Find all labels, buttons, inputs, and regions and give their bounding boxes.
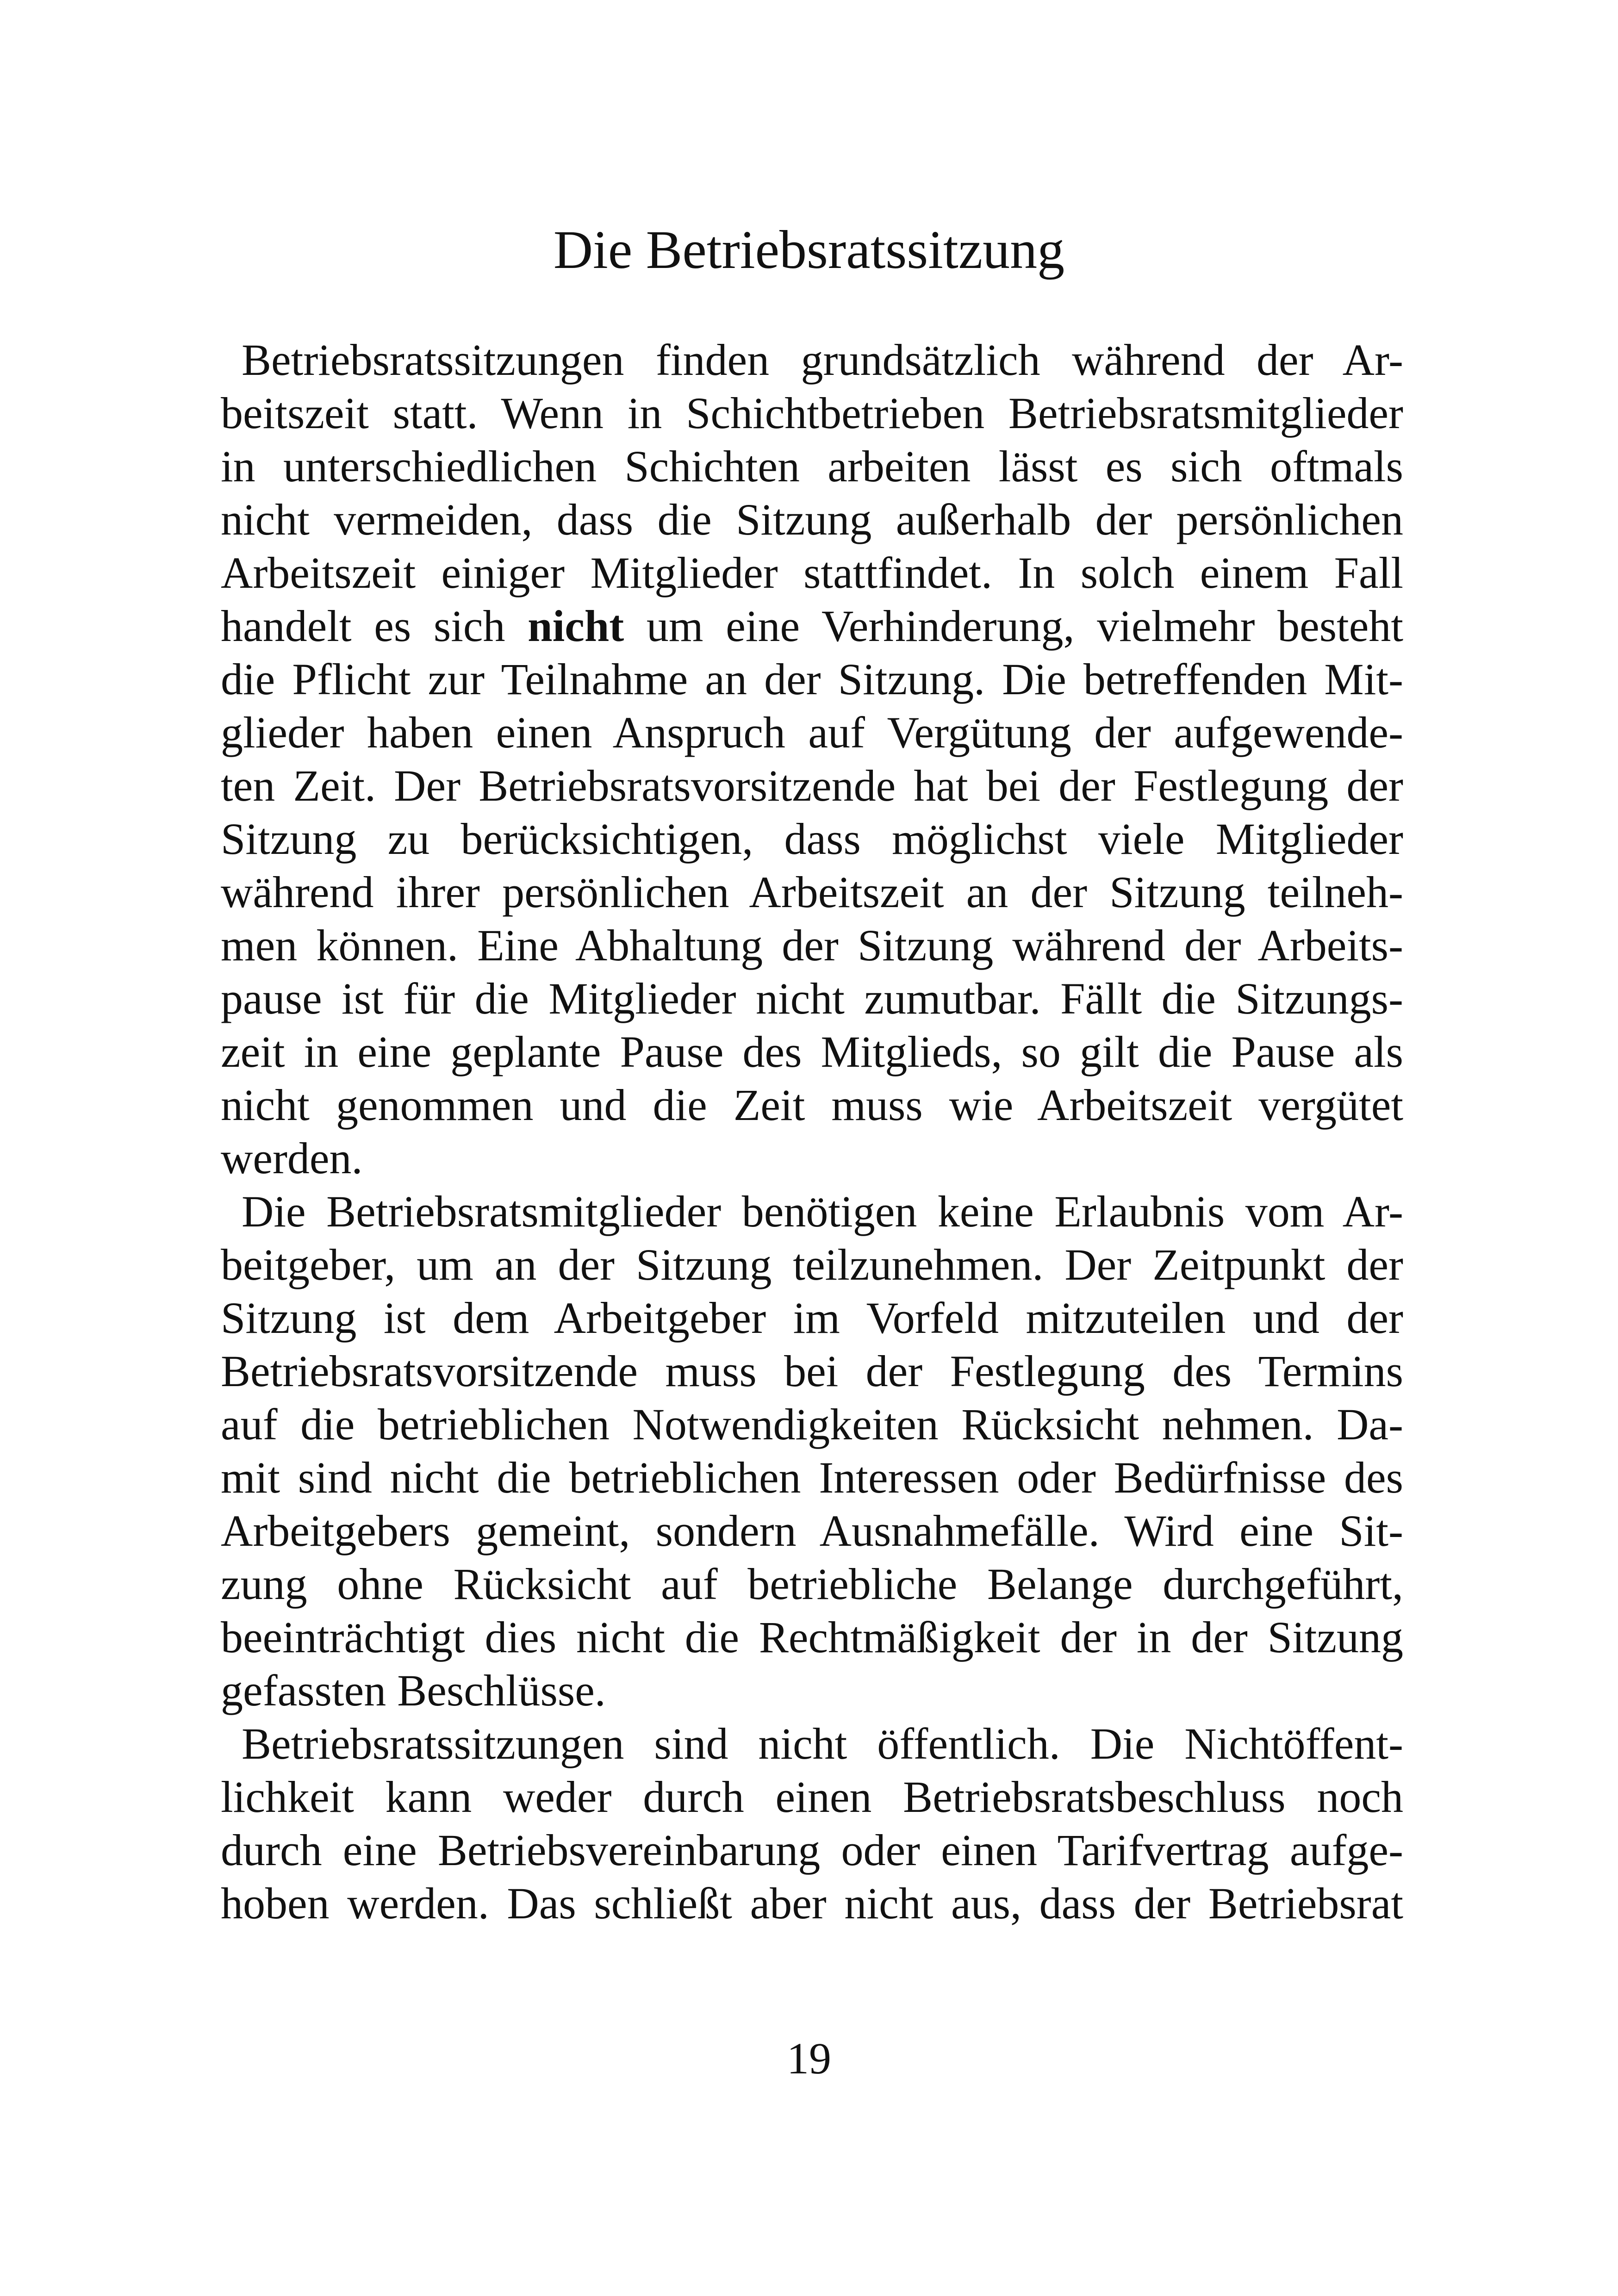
text-line: beeinträchtigt dies nicht die Rechtmäßigkeit der in der Sitzung (221, 1612, 1403, 1662)
text-line: die Pflicht zur Teilnahme an der Sitzung. Die betreffenden Mit- (221, 654, 1403, 704)
paragraph-2 (221, 1185, 1403, 1717)
text-line: durch eine Betriebsvereinbarung oder einen Tarifvertrag aufge- (221, 1825, 1403, 1875)
text-line: Sitzung zu berücksichtigen, dass möglichst viele Mitglieder (221, 814, 1403, 864)
body-text (221, 333, 1403, 1930)
text-line: während ihrer persönlichen Arbeitszeit an der Sitzung teilneh- (221, 867, 1403, 917)
text-line: auf die betrieblichen Notwendigkeiten Rücksicht nehmen. Da- (221, 1400, 1403, 1449)
text-line: ten Zeit. Der Betriebsratsvorsitzende hat bei der Festlegung der (221, 761, 1403, 810)
page-number: 19 (787, 2034, 831, 2083)
text-line: nicht genommen und die Zeit muss wie Arbeitszeit vergütet (221, 1080, 1403, 1130)
text-line: Arbeitszeit einiger Mitglieder stattfindet. In solch einem Fall (221, 548, 1403, 597)
text-line: pause ist für die Mitglieder nicht zumutbar. Fällt die Sitzungs- (221, 974, 1403, 1023)
text-line: zeit in eine geplante Pause des Mitglieds, so gilt die Pause als (221, 1027, 1403, 1076)
text-line: werden. (221, 1133, 363, 1183)
text-line: lichkeit kann weder durch einen Betriebsratsbeschluss noch (221, 1772, 1403, 1822)
text-line: mit sind nicht die betrieblichen Interessen oder Bedürfnisse des (221, 1453, 1403, 1502)
text-line: Die Betriebsratsmitglieder benötigen keine Erlaubnis vom Ar- (242, 1187, 1403, 1236)
text-segment: um eine Verhinderung, vielmehr besteht (624, 601, 1404, 651)
text-line: men können. Eine Abhaltung der Sitzung während der Arbeits- (221, 921, 1403, 970)
text-line: Betriebsratssitzungen finden grundsätzlich während der Ar- (242, 335, 1403, 385)
text-line: nicht vermeiden, dass die Sitzung außerhalb der persönlichen (221, 495, 1403, 544)
paragraph-1 (221, 333, 1403, 1185)
text-line: Betriebsratsvorsitzende muss bei der Festlegung des Termins (221, 1346, 1403, 1396)
text-line: glieder haben einen Anspruch auf Vergütung der aufgewende- (221, 708, 1403, 757)
text-line: Betriebsratssitzungen sind nicht öffentlich. Die Nichtöffent- (242, 1719, 1403, 1768)
page-title: Die Betriebsratssitzung (553, 219, 1065, 280)
text-line: zung ohne Rücksicht auf betriebliche Belange durchgeführt, (221, 1559, 1403, 1609)
text-line: Arbeitgebers gemeint, sondern Ausnahmefälle. Wird eine Sit- (221, 1506, 1403, 1556)
text-line: gefassten Beschlüsse. (221, 1666, 606, 1715)
text-line: beitgeber, um an der Sitzung teilzunehmen. Der Zeitpunkt der (221, 1240, 1403, 1289)
text-line: in unterschiedlichen Schichten arbeiten lässt es sich oftmals (221, 442, 1403, 491)
text-line-with-emphasis (221, 599, 1403, 653)
text-line: hoben werden. Das schließt aber nicht aus, dass der Betriebsrat (221, 1879, 1403, 1928)
emphasis-nicht: nicht (528, 601, 624, 651)
text-line: beitszeit statt. Wenn in Schichtbetrieben Betriebsratsmitglieder (221, 388, 1403, 438)
text-line: Sitzung ist dem Arbeitgeber im Vorfeld mitzuteilen und der (221, 1293, 1403, 1343)
text-segment: handelt es sich (221, 601, 528, 651)
paragraph-3 (221, 1717, 1403, 1930)
